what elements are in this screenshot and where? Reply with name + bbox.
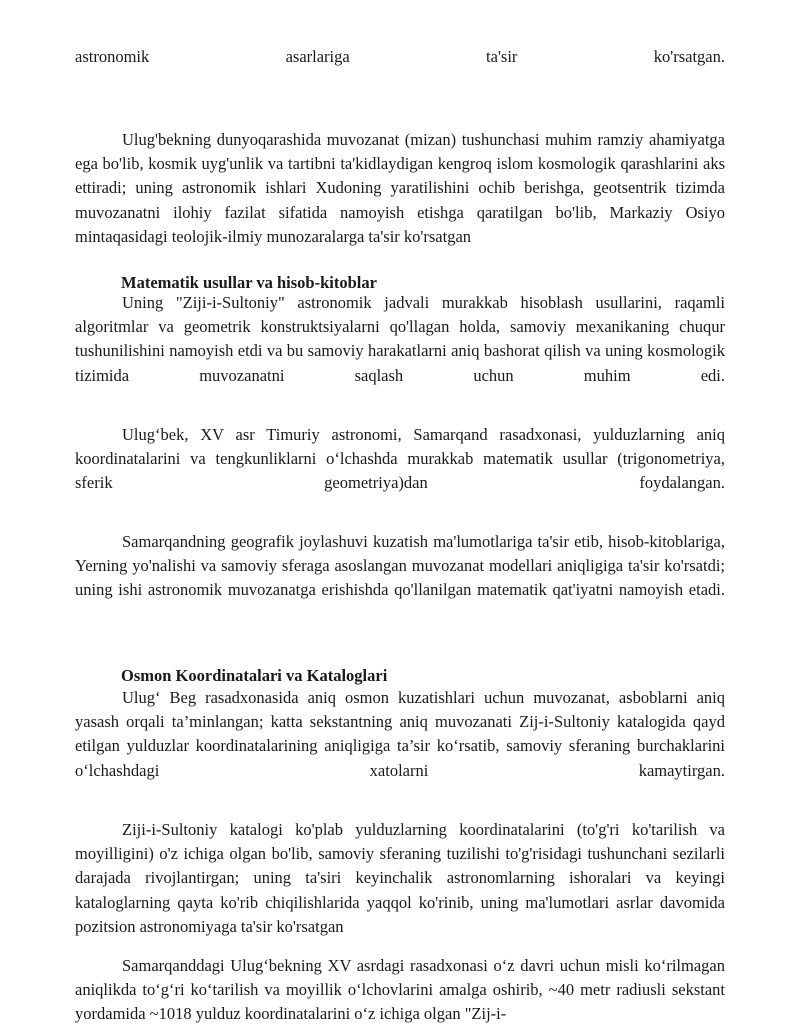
paragraph-catalog-influence: Ziji-i-Sultoniy katalogi ko'plab yulduzlarning koordinatalarini (to'g'ri ko'tarilish va moyilligini) o'z ichiga olgan bo'lib, samoviy sferaning tuzilishi to'g'risidagi tushunchani sezilarli darajada rivojlantirgan; uning ta'siri keyinchalik astronomlarning ishoralari va keyingi kataloglarning qayta ko'rib chiqilishlarida yaqqol ko'rinib, uning ma'lumotlari asrlar davomida pozitsion astronomiyaga ta'sir ko'rsatgan: [75, 820, 725, 936]
section-heading-math-methods: Matematik usullar va hisob-kitoblar: [121, 273, 377, 292]
paragraph-observatory-balance: Ulug‘ Beg rasadxonasida aniq osmon kuzatishlari uchun muvozanat, asboblarni aniq yasash orqali ta’minlangan; katta sekstantning aniq muvozanati Zij-i-Sultoniy katalogida qayd etilgan yulduzlar koordinatalarining aniqligiga ta’sir ko‘rsatib, samoviy sferaning burchaklarini o‘lchashdagi xatolarni kamaytirgan.: [75, 688, 725, 780]
paragraph-mizan-concept: Ulug'bekning dunyoqarashida muvozanat (mizan) tushunchasi muhim ramziy ahamiyatga ega bo'lib, kosmik uyg'unlik va tartibni ta'kidlaydigan kengroq islom kosmologik qarashlarini aks ettiradi; uning astronomik ishlari Xudoning yaratilishini ochib berishga, geotsentrik tizimda muvozanatni ilohiy fazilat sifatida namoyish etishga qaratilgan bo'lib, Markaziy Osiyo mintaqasidagi teolojik-ilmiy munozaralarga ta'sir ko'rsatgan: [75, 130, 725, 246]
paragraph-continuation: astronomik asarlariga ta'sir ko'rsatgan.: [75, 47, 725, 66]
paragraph-ziji-sultoniy-tables: Uning "Ziji-i-Sultoniy" astronomik jadvali murakkab hisoblash usullarini, raqamli algoritmlar va geometrik konstruktsiyalarni qo'llagan holda, samoviy mexanikaning chuqur tushunilishini namoyish etdi va bu samoviy harakatlarni aniq bashorat qilish va uning kosmologik tizimida muvozanatni saqlash uchun muhim edi.: [75, 293, 725, 385]
paragraph-observatory-precision: Samarqanddagi Ulug‘bekning XV asrdagi rasadxonasi o‘z davri uchun misli ko‘rilmagan aniqlikda to‘g‘ri ko‘tarilish va moyillik o‘lchovlarini amalga oshirib, ~40 metr radiusli sekstant yordamida ~1018 yulduz koordinatalarini o‘z ichiga olgan "Zij-i-: [75, 956, 725, 1024]
paragraph-ulugbek-methods: Ulug‘bek, XV asr Timuriy astronomi, Samarqand rasadxonasi, yulduzlarning aniq koordinatalarini va tengkunliklarni o‘lchashda murakkab matematik usullar (trigonometriya, sferik geometriya)dan foydalangan.: [75, 425, 725, 493]
section-heading-celestial-coordinates: Osmon Koordinatalari va Kataloglari: [121, 666, 388, 685]
paragraph-samarkand-geography: Samarqandning geografik joylashuvi kuzatish ma'lumotlariga ta'sir etib, hisob-kitoblariga, Yerning yo'nalishi va samoviy sferaga asoslangan muvozanat modellari aniqligiga ta'sir ko'rsatdi; uning ishi astronomik muvozanatga erishishda qo'llanilgan matematik qat'iyatni namoyish etadi.: [75, 532, 725, 600]
